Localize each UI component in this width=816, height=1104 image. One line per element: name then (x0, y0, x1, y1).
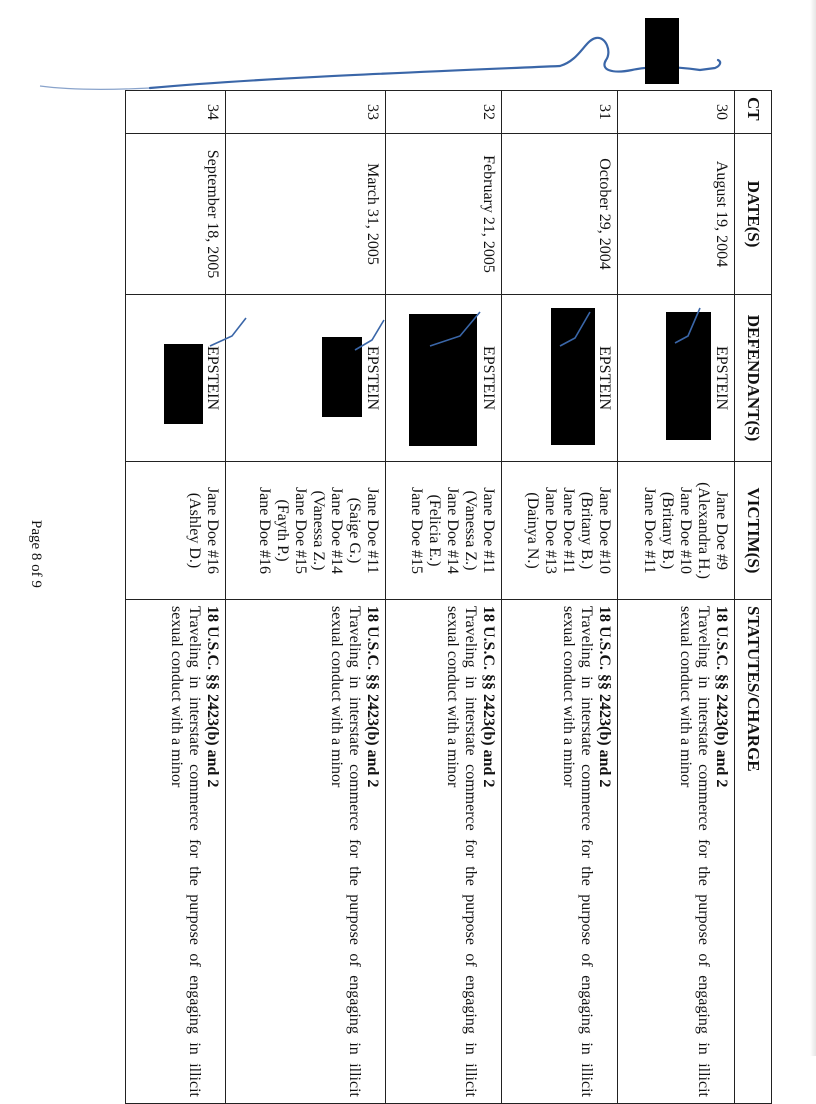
redaction-box (666, 312, 711, 440)
charges-table (125, 90, 772, 1104)
count-victims (126, 462, 226, 600)
count-date: March 31, 2005 (226, 134, 386, 295)
victim-line: Jane Doe #11 (560, 487, 577, 574)
count-number: 31 (502, 91, 618, 134)
count-victims (226, 462, 386, 600)
count-statute (618, 600, 735, 1104)
count-victims (386, 462, 502, 600)
header-statutes: STATUTES/CHARGE (735, 600, 772, 1104)
count-defendant: EPSTEIN (502, 295, 618, 462)
victim-line: (Fayth P.) (274, 499, 291, 562)
victim-line: Jane Doe #14 (328, 486, 345, 575)
count-number: 32 (386, 91, 502, 134)
header-defendants: DEFENDANT(S) (735, 295, 772, 462)
victim-line: (Vanessa Z.) (462, 490, 479, 571)
victim-line: Jane Doe #15 (408, 486, 425, 575)
redaction-box (322, 337, 362, 417)
statute-citation: 18 U.S.C. §§ 2423(b) and 2 (204, 606, 221, 788)
count-victims (502, 462, 618, 600)
victim-line: Jane Doe #13 (542, 486, 559, 575)
statute-citation: 18 U.S.C. §§ 2423(b) and 2 (480, 606, 497, 788)
header-ct: CT (735, 91, 772, 134)
count-number: 30 (618, 91, 735, 134)
redaction-box (645, 18, 679, 84)
victim-line: Jane Doe #11 (641, 487, 658, 574)
statute-citation: 18 U.S.C. §§ 2423(b) and 2 (713, 606, 730, 788)
count-statute (226, 600, 386, 1104)
victim-line: (Felicia E.) (426, 494, 443, 567)
statute-description: Traveling in interstate commerce for the purpose of engaging in illicit sexual conduct with a minor (444, 606, 479, 1097)
table-row (126, 91, 226, 1104)
victim-line: (Britany B.) (578, 491, 595, 570)
victim-line: (Alexandra H.) (695, 482, 712, 579)
count-defendant: EPSTEIN (386, 295, 502, 462)
count-date: August 19, 2004 (618, 134, 735, 295)
victim-line: Jane Doe #16 (256, 486, 273, 575)
victim-line: Jane Doe #10 (596, 486, 613, 575)
victim-line: (Saige G.) (346, 497, 363, 564)
table-row (502, 91, 618, 1104)
page-number: Page 8 of 9 (28, 520, 44, 588)
count-number: 33 (226, 91, 386, 134)
statute-description: Traveling in interstate commerce for the purpose of engaging in illicit sexual conduct with a minor (560, 606, 595, 1097)
statute-description: Traveling in interstate commerce for the purpose of engaging in illicit sexual conduct with a minor (328, 606, 363, 1097)
victim-line: Jane Doe #16 (204, 486, 221, 575)
victim-line: (Vanessa Z.) (310, 490, 327, 571)
count-victims (618, 462, 735, 600)
table-row (226, 91, 386, 1104)
victim-line: (Dainya N.) (524, 492, 541, 569)
victim-line: Jane Doe #15 (292, 486, 309, 575)
statute-description: Traveling in interstate commerce for the purpose of engaging in illicit sexual conduct with a minor (168, 606, 203, 1097)
page-edge (810, 0, 816, 1056)
count-defendant: EPSTEIN (126, 295, 226, 462)
count-defendant: EPSTEIN (226, 295, 386, 462)
count-date: October 29, 2004 (502, 134, 618, 295)
count-statute (386, 600, 502, 1104)
statute-description: Traveling in interstate commerce for the purpose of engaging in illicit sexual conduct with a minor (677, 606, 712, 1097)
header-victims: VICTIM(S) (735, 462, 772, 600)
victim-line: Jane Doe #11 (364, 487, 381, 574)
count-date: September 18, 2005 (126, 134, 226, 295)
redaction-box (164, 344, 203, 424)
charges-table-container (135, 90, 772, 1103)
redaction-box (409, 314, 477, 446)
table-header-row (735, 91, 772, 1104)
count-date: February 21, 2005 (386, 134, 502, 295)
table-row (618, 91, 735, 1104)
table-row (386, 91, 502, 1104)
victim-line: Jane Doe #11 (480, 487, 497, 574)
header-dates: DATE(S) (735, 134, 772, 295)
count-statute (126, 600, 226, 1104)
victim-line: (Britany B.) (659, 491, 676, 570)
statute-citation: 18 U.S.C. §§ 2423(b) and 2 (364, 606, 381, 788)
victim-line: Jane Doe #9 (713, 490, 730, 571)
victim-line: Jane Doe #10 (677, 486, 694, 575)
count-defendant: EPSTEIN (618, 295, 735, 462)
count-statute (502, 600, 618, 1104)
statute-citation: 18 U.S.C. §§ 2423(b) and 2 (596, 606, 613, 788)
victim-line: (Ashley D.) (186, 492, 203, 569)
count-number: 34 (126, 91, 226, 134)
victim-line: Jane Doe #14 (444, 486, 461, 575)
redaction-box (551, 308, 595, 445)
